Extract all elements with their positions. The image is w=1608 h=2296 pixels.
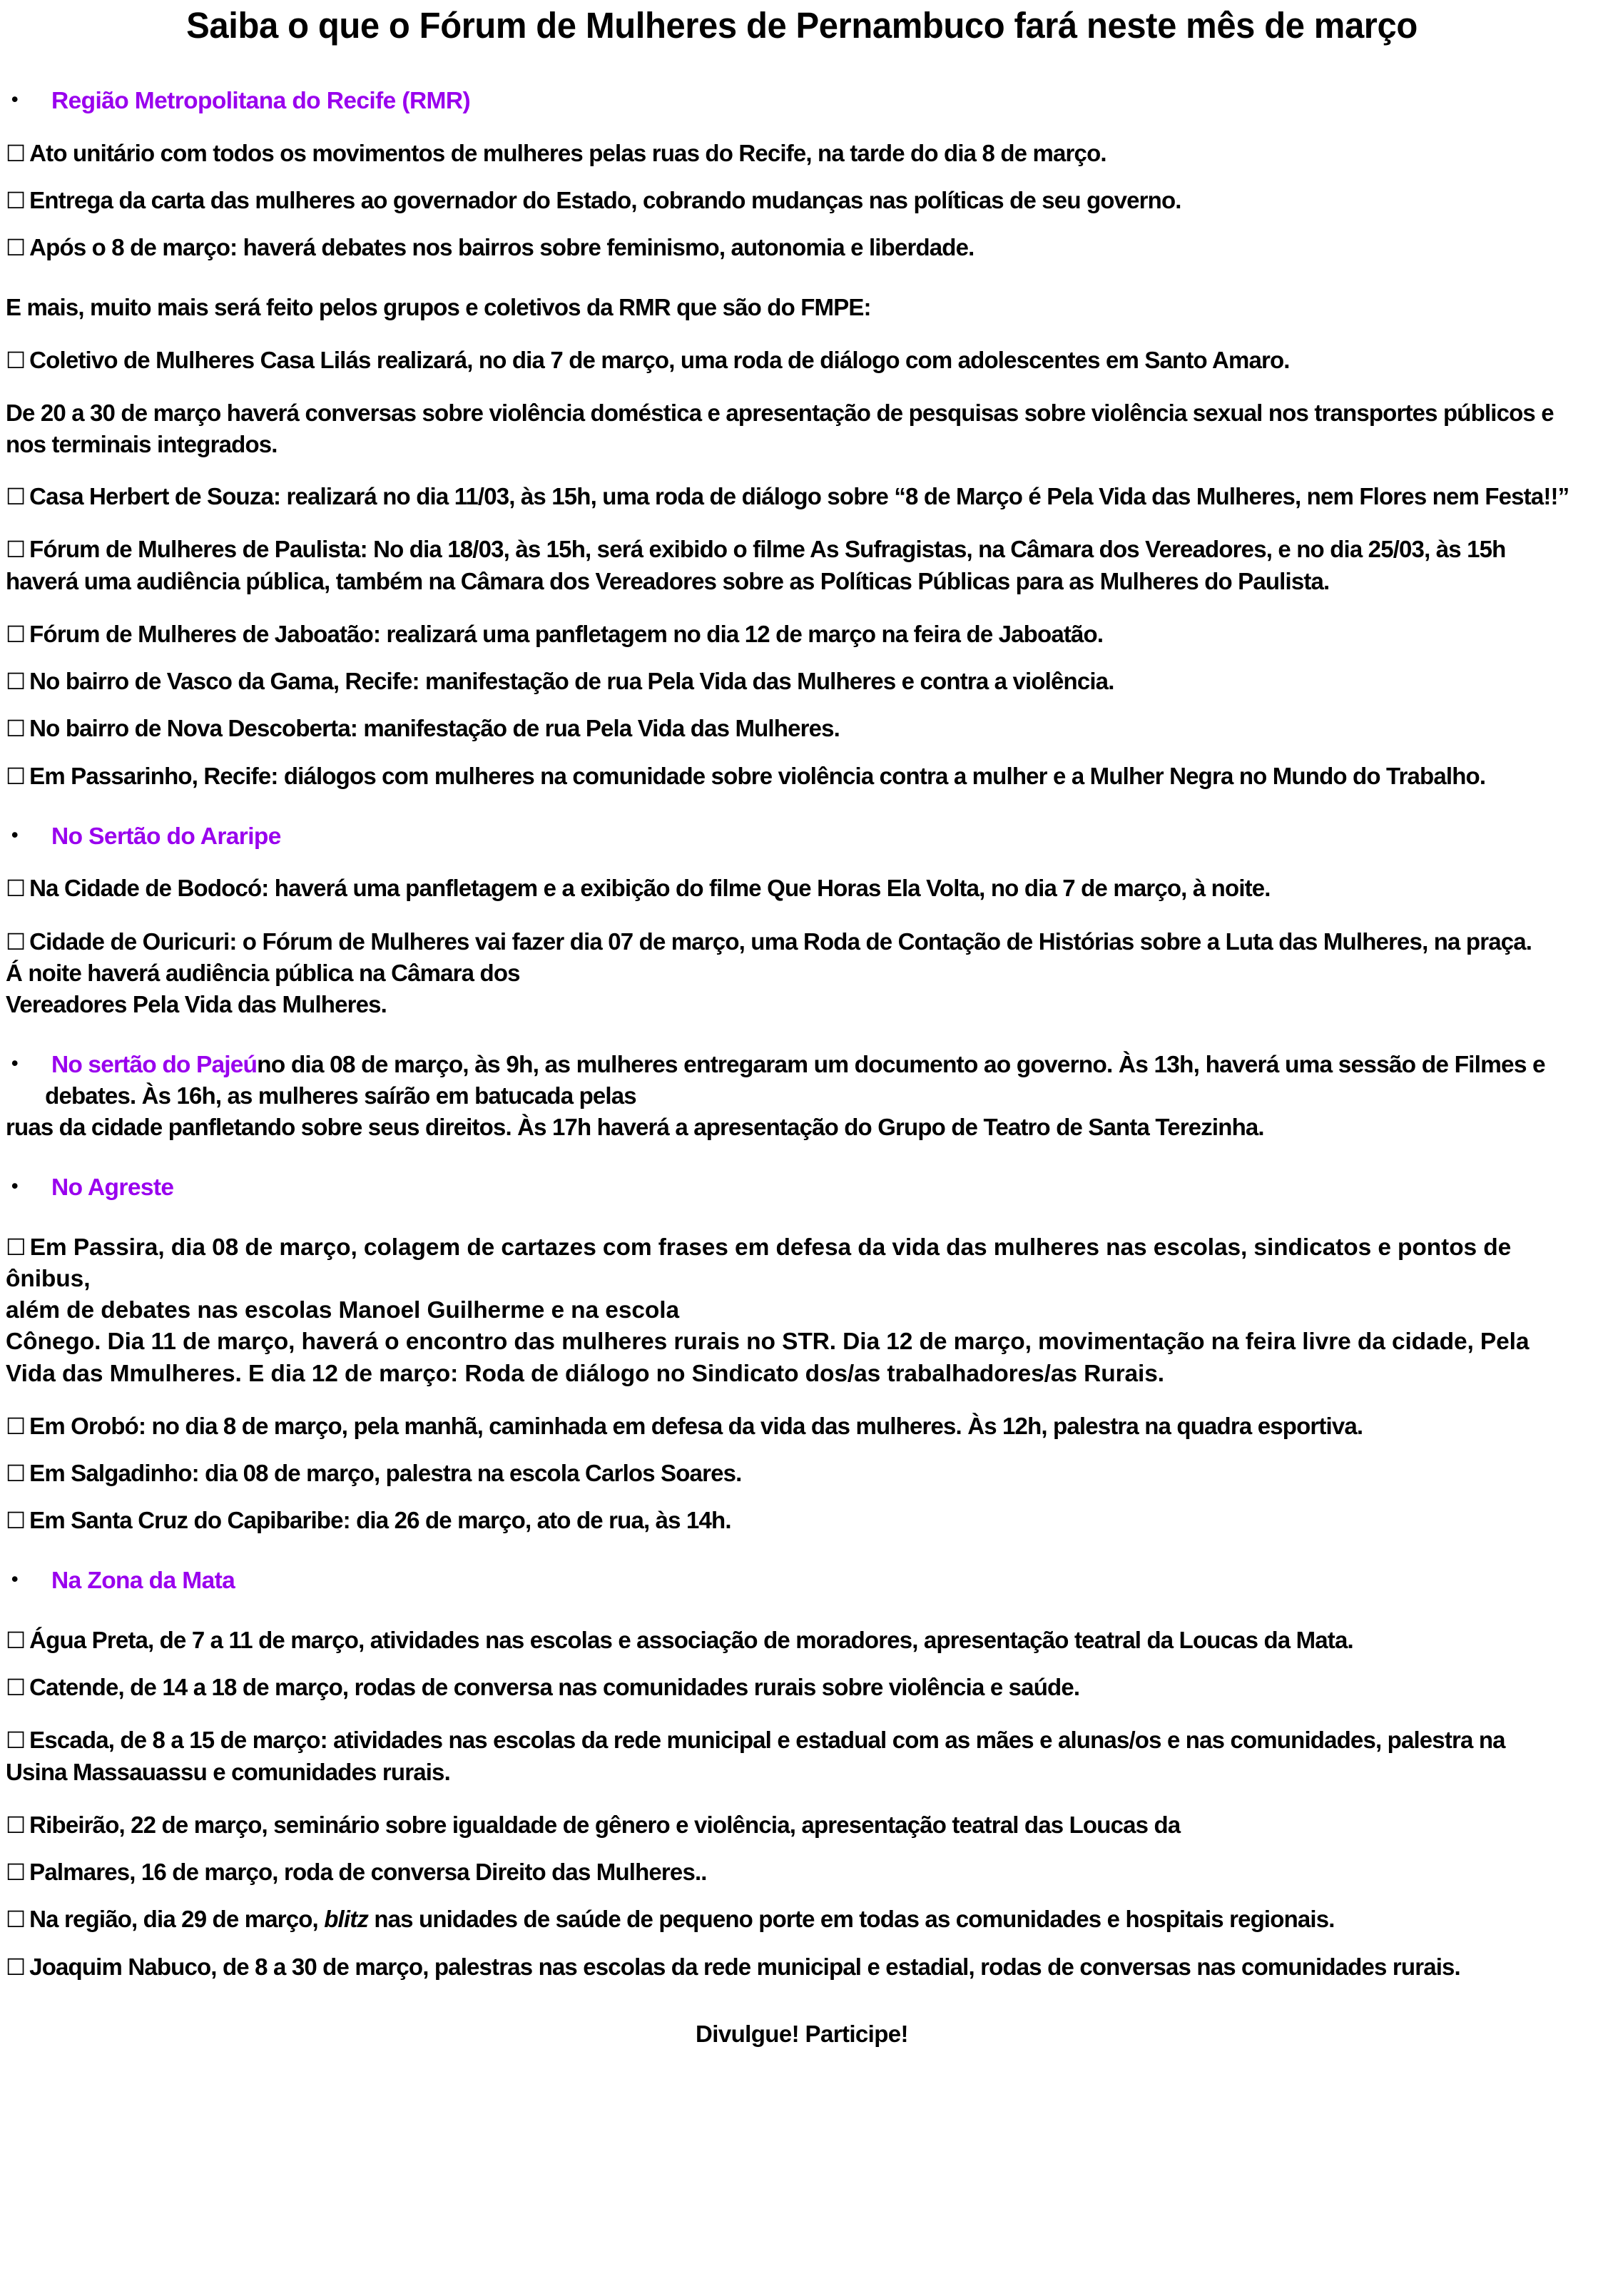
list-item: [6, 1952, 1574, 1983]
section-heading-pajeu: [6, 1050, 1598, 1081]
checkbox-icon: ☐: [6, 1906, 26, 1934]
spacer: [6, 1021, 1598, 1050]
list-item-text: Coletivo de Mulheres Casa Lilás realizará, no dia 7 de março, uma roda de diálogo com adolescentes em Santo Amaro.: [29, 347, 1290, 374]
checkbox-icon: ☐: [6, 536, 26, 564]
list-item-text: Ato unitário com todos os movimentos de mulheres pelas ruas do Recife, na tarde do dia 8 de março.: [29, 140, 1106, 167]
spacer: [6, 1936, 1598, 1952]
fmpe-intro-paragraph: E mais, muito mais será feito pelos grupos e coletivos da RMR que são do FMPE:: [6, 295, 871, 322]
list-item-text: Na Cidade de Bodocó: haverá uma panfletagem e a exibição do filme Que Horas Ela Volta, no dia 7 de março, à noite.: [29, 875, 1271, 903]
passira-line-3: Cônego. Dia 11 de março, haverá o encontro das mulheres rurais no STR. Dia 12 de março, movimentação na feira livre da cidade, Pela: [6, 1329, 1530, 1356]
spacer: [6, 598, 1598, 619]
section-heading-zona-da-mata: [6, 1565, 1598, 1597]
spacer: [6, 1704, 1598, 1725]
spacer: [6, 905, 1598, 927]
spacer: [6, 513, 1598, 534]
passira-line-1: Em Passira, dia 08 de março, colagem de cartazes com frases em defesa da vida das mulheres nas escolas, sindicatos e pontos de ônibus,: [6, 1234, 1512, 1292]
list-item-text: Palmares, 16 de março, roda de conversa Direito das Mulheres..: [29, 1859, 707, 1886]
list-item: [6, 1725, 1574, 1757]
page-title: Saiba o que o Fórum de Mulheres de Pernambuco fará neste mês de março: [186, 5, 1418, 46]
list-item-text: Joaquim Nabuco, de 8 a 30 de março, palestras nas escolas da rede municipal e estadial, rodas de conversas nas comunidades rurais.: [29, 1954, 1460, 1981]
list-item-text: Água Preta, de 7 a 11 de março, atividades nas escolas e associação de moradores, apresentação teatral da Loucas da Mata.: [29, 1627, 1353, 1655]
spacer: [6, 1842, 1598, 1857]
ouricuri-line-2: Á noite haverá audiência pública na Câmara dos: [6, 960, 520, 987]
list-item-text: Casa Herbert de Souza: realizará no dia 11/03, às 15h, uma roda de diálogo sobre “8 de Março é Pela Vida das Mulheres, nem Flores nem Festa!!”: [29, 484, 1569, 511]
spacer: [6, 1657, 1598, 1672]
spacer: [6, 324, 1598, 345]
blitz-text-after: nas unidades de saúde de pequeno porte em todas as comunidades e hospitais regionais.: [368, 1906, 1335, 1934]
list-item: [6, 713, 1574, 745]
checkbox-icon: ☐: [6, 139, 26, 167]
checkbox-icon: ☐: [6, 715, 26, 743]
list-item-text: Em Santa Cruz do Capibaribe: dia 26 de março, ato de rua, às 14h.: [29, 1508, 731, 1535]
checkbox-icon: ☐: [6, 928, 26, 955]
list-item: [6, 1625, 1574, 1657]
spacer: [6, 47, 1598, 86]
section-heading-label: No Sertão do Araripe: [51, 823, 281, 850]
spacer: [6, 852, 1598, 873]
spacer: [6, 1144, 1598, 1172]
list-item: [6, 761, 1574, 793]
spacer: [6, 1390, 1598, 1411]
checkbox-icon: ☐: [6, 1953, 26, 1981]
checkbox-icon: ☐: [6, 1674, 26, 1702]
checkbox-icon: ☐: [6, 1627, 26, 1655]
escada-line-2: Usina Massauassu e comunidades rurais.: [6, 1759, 450, 1786]
spacer: [6, 1443, 1598, 1458]
list-item: [6, 1232, 1598, 1295]
list-item: [6, 1458, 1574, 1490]
list-item-text: Cidade de Ouricuri: o Fórum de Mulheres vai fazer dia 07 de março, uma Roda de Contação de Histórias sobre a Luta das Mulheres, na praça.: [29, 928, 1532, 955]
list-item: [6, 1672, 1574, 1704]
footer-call-to-action: Divulgue! Participe!: [696, 2020, 908, 2047]
checkbox-icon: ☐: [6, 668, 26, 696]
list-item: [6, 1857, 1574, 1889]
list-item: [6, 482, 1574, 513]
transportes-paragraph: De 20 a 30 de março haverá conversas sobre violência doméstica e apresentação de pesquisas sobre violência sexual nos transportes públicos e nos terminais integrados.: [6, 400, 1554, 458]
list-item-text: Ribeirão, 22 de março, seminário sobre igualdade de gênero e violência, apresentação teatral das Loucas da: [29, 1812, 1181, 1839]
list-item-text: Entrega da carta das mulheres ao governador do Estado, cobrando mudanças nas políticas de seu governo.: [29, 187, 1181, 214]
checkbox-icon: ☐: [6, 620, 26, 648]
checkbox-icon: ☐: [6, 1412, 26, 1440]
spacer: [6, 1204, 1598, 1232]
checkbox-icon: ☐: [6, 346, 26, 374]
list-item: [6, 186, 1574, 217]
spacer: [6, 460, 1598, 482]
bullet-icon: •: [11, 1052, 18, 1075]
list-item-text: Em Salgadinho: dia 08 de março, palestra na escola Carlos Soares.: [29, 1461, 742, 1488]
escada-line-1: Escada, de 8 a 15 de março: atividades nas escolas da rede municipal e estadual com as mães e alunas/os e nas comunidades, palestra na: [29, 1727, 1505, 1754]
section-heading-label: Na Zona da Mata: [51, 1568, 235, 1595]
bullet-icon: •: [11, 823, 18, 845]
checkbox-icon: ☐: [6, 1460, 26, 1488]
checkbox-icon: ☐: [6, 762, 26, 790]
checkbox-icon: ☐: [6, 483, 26, 511]
spacer: [6, 1597, 1598, 1625]
pajeu-body: [51, 1050, 1598, 1081]
list-item-text: No bairro de Vasco da Gama, Recife: manifestação de rua Pela Vida das Mulheres e contra a violência.: [29, 669, 1114, 696]
checkbox-icon: ☐: [6, 234, 26, 262]
spacer: [6, 1789, 1598, 1810]
list-item-text: Fórum de Mulheres de Paulista: No dia 18/03, às 15h, será exibido o filme As Sufragistas, na Câmara dos Vereadores, e no dia 25/03, às 15h haverá uma audiência pública, também na Câmara dos Vereadores sobre as Políticas Públicas para as Mulheres do Paulista.: [6, 537, 1506, 595]
spacer: [6, 170, 1598, 186]
section-heading-rmr: [6, 86, 1598, 117]
list-item: [6, 1810, 1574, 1842]
checkbox-icon: ☐: [6, 1727, 26, 1754]
list-item: [6, 1411, 1574, 1443]
blitz-italic-word: blitz: [324, 1906, 369, 1934]
bullet-icon: •: [11, 88, 18, 111]
list-item-text: Em Orobó: no dia 8 de março, pela manhã, caminhada em defesa da vida das mulheres. Às 12h, palestra na quadra esportiva.: [29, 1413, 1363, 1440]
checkbox-icon: ☐: [6, 875, 26, 903]
list-item: [6, 233, 1574, 264]
list-item: [6, 1505, 1574, 1537]
pajeu-text-line-3: ruas da cidade panfletando sobre seus direitos. Às 17h haverá a apresentação do Grupo de Teatro de Santa Terezinha.: [6, 1114, 1264, 1141]
spacer: [6, 1537, 1598, 1565]
list-item: [6, 666, 1574, 698]
list-item-blitz: [6, 1904, 1574, 1936]
list-item: [6, 534, 1574, 597]
spacer: [6, 651, 1598, 666]
section-heading-araripe: [6, 821, 1598, 853]
section-heading-label: No Agreste: [51, 1174, 174, 1202]
section-heading-label: Região Metropolitana do Recife (RMR): [51, 88, 471, 115]
checkbox-icon: ☐: [6, 186, 26, 214]
list-item: [6, 927, 1574, 958]
spacer: [6, 117, 1598, 138]
list-item: [6, 138, 1574, 170]
checkbox-icon: ☐: [6, 1507, 26, 1535]
blitz-text-before: Na região, dia 29 de março,: [29, 1906, 325, 1934]
list-item: [6, 873, 1574, 905]
spacer: [6, 1889, 1598, 1904]
list-item-text: Catende, de 14 a 18 de março, rodas de conversa nas comunidades rurais sobre violência e saúde.: [29, 1675, 1080, 1702]
list-item-text: Fórum de Mulheres de Jaboatão: realizará uma panfletagem no dia 12 de março na feira de Jaboatão.: [29, 621, 1104, 648]
spacer: [6, 217, 1598, 233]
spacer: [6, 698, 1598, 713]
spacer: [6, 377, 1598, 398]
spacer: [6, 264, 1598, 293]
list-item: [6, 619, 1574, 651]
spacer: [6, 746, 1598, 761]
pajeu-text-line-2: debates. Às 16h, as mulheres saírão em batucada pelas: [45, 1082, 636, 1109]
spacer: [6, 793, 1598, 821]
checkbox-icon: ☐: [6, 1233, 26, 1261]
pajeu-text-line-1: no dia 08 de março, às 9h, as mulheres entregaram um documento ao governo. Às 13h, haverá uma sessão de Filmes e: [257, 1052, 1545, 1079]
ouricuri-line-3: Vereadores Pela Vida das Mulheres.: [6, 991, 387, 1018]
checkbox-icon: ☐: [6, 1859, 26, 1886]
list-item-text: Após o 8 de março: haverá debates nos bairros sobre feminismo, autonomia e liberdade.: [29, 235, 975, 262]
bullet-icon: •: [11, 1568, 18, 1590]
list-item-text: No bairro de Nova Descoberta: manifestação de rua Pela Vida das Mulheres.: [29, 716, 840, 743]
spacer: [6, 1490, 1598, 1505]
list-item-text: Em Passarinho, Recife: diálogos com mulheres na comunidade sobre violência contra a mulher e a Mulher Negra no Mundo do Trabalho.: [29, 763, 1486, 790]
checkbox-icon: ☐: [6, 1811, 26, 1839]
section-heading-agreste: [6, 1172, 1598, 1204]
list-item: [6, 345, 1574, 377]
bullet-icon: •: [11, 1175, 18, 1197]
passira-line-4: Vida das Mmulheres. E dia 12 de março: Roda de diálogo no Sindicato dos/as trabalhadores/as Rurais.: [6, 1360, 1164, 1387]
passira-line-2: além de debates nas escolas Manoel Guilherme e na escola: [6, 1297, 679, 1324]
section-heading-label: No sertão do Pajeú: [51, 1052, 258, 1079]
